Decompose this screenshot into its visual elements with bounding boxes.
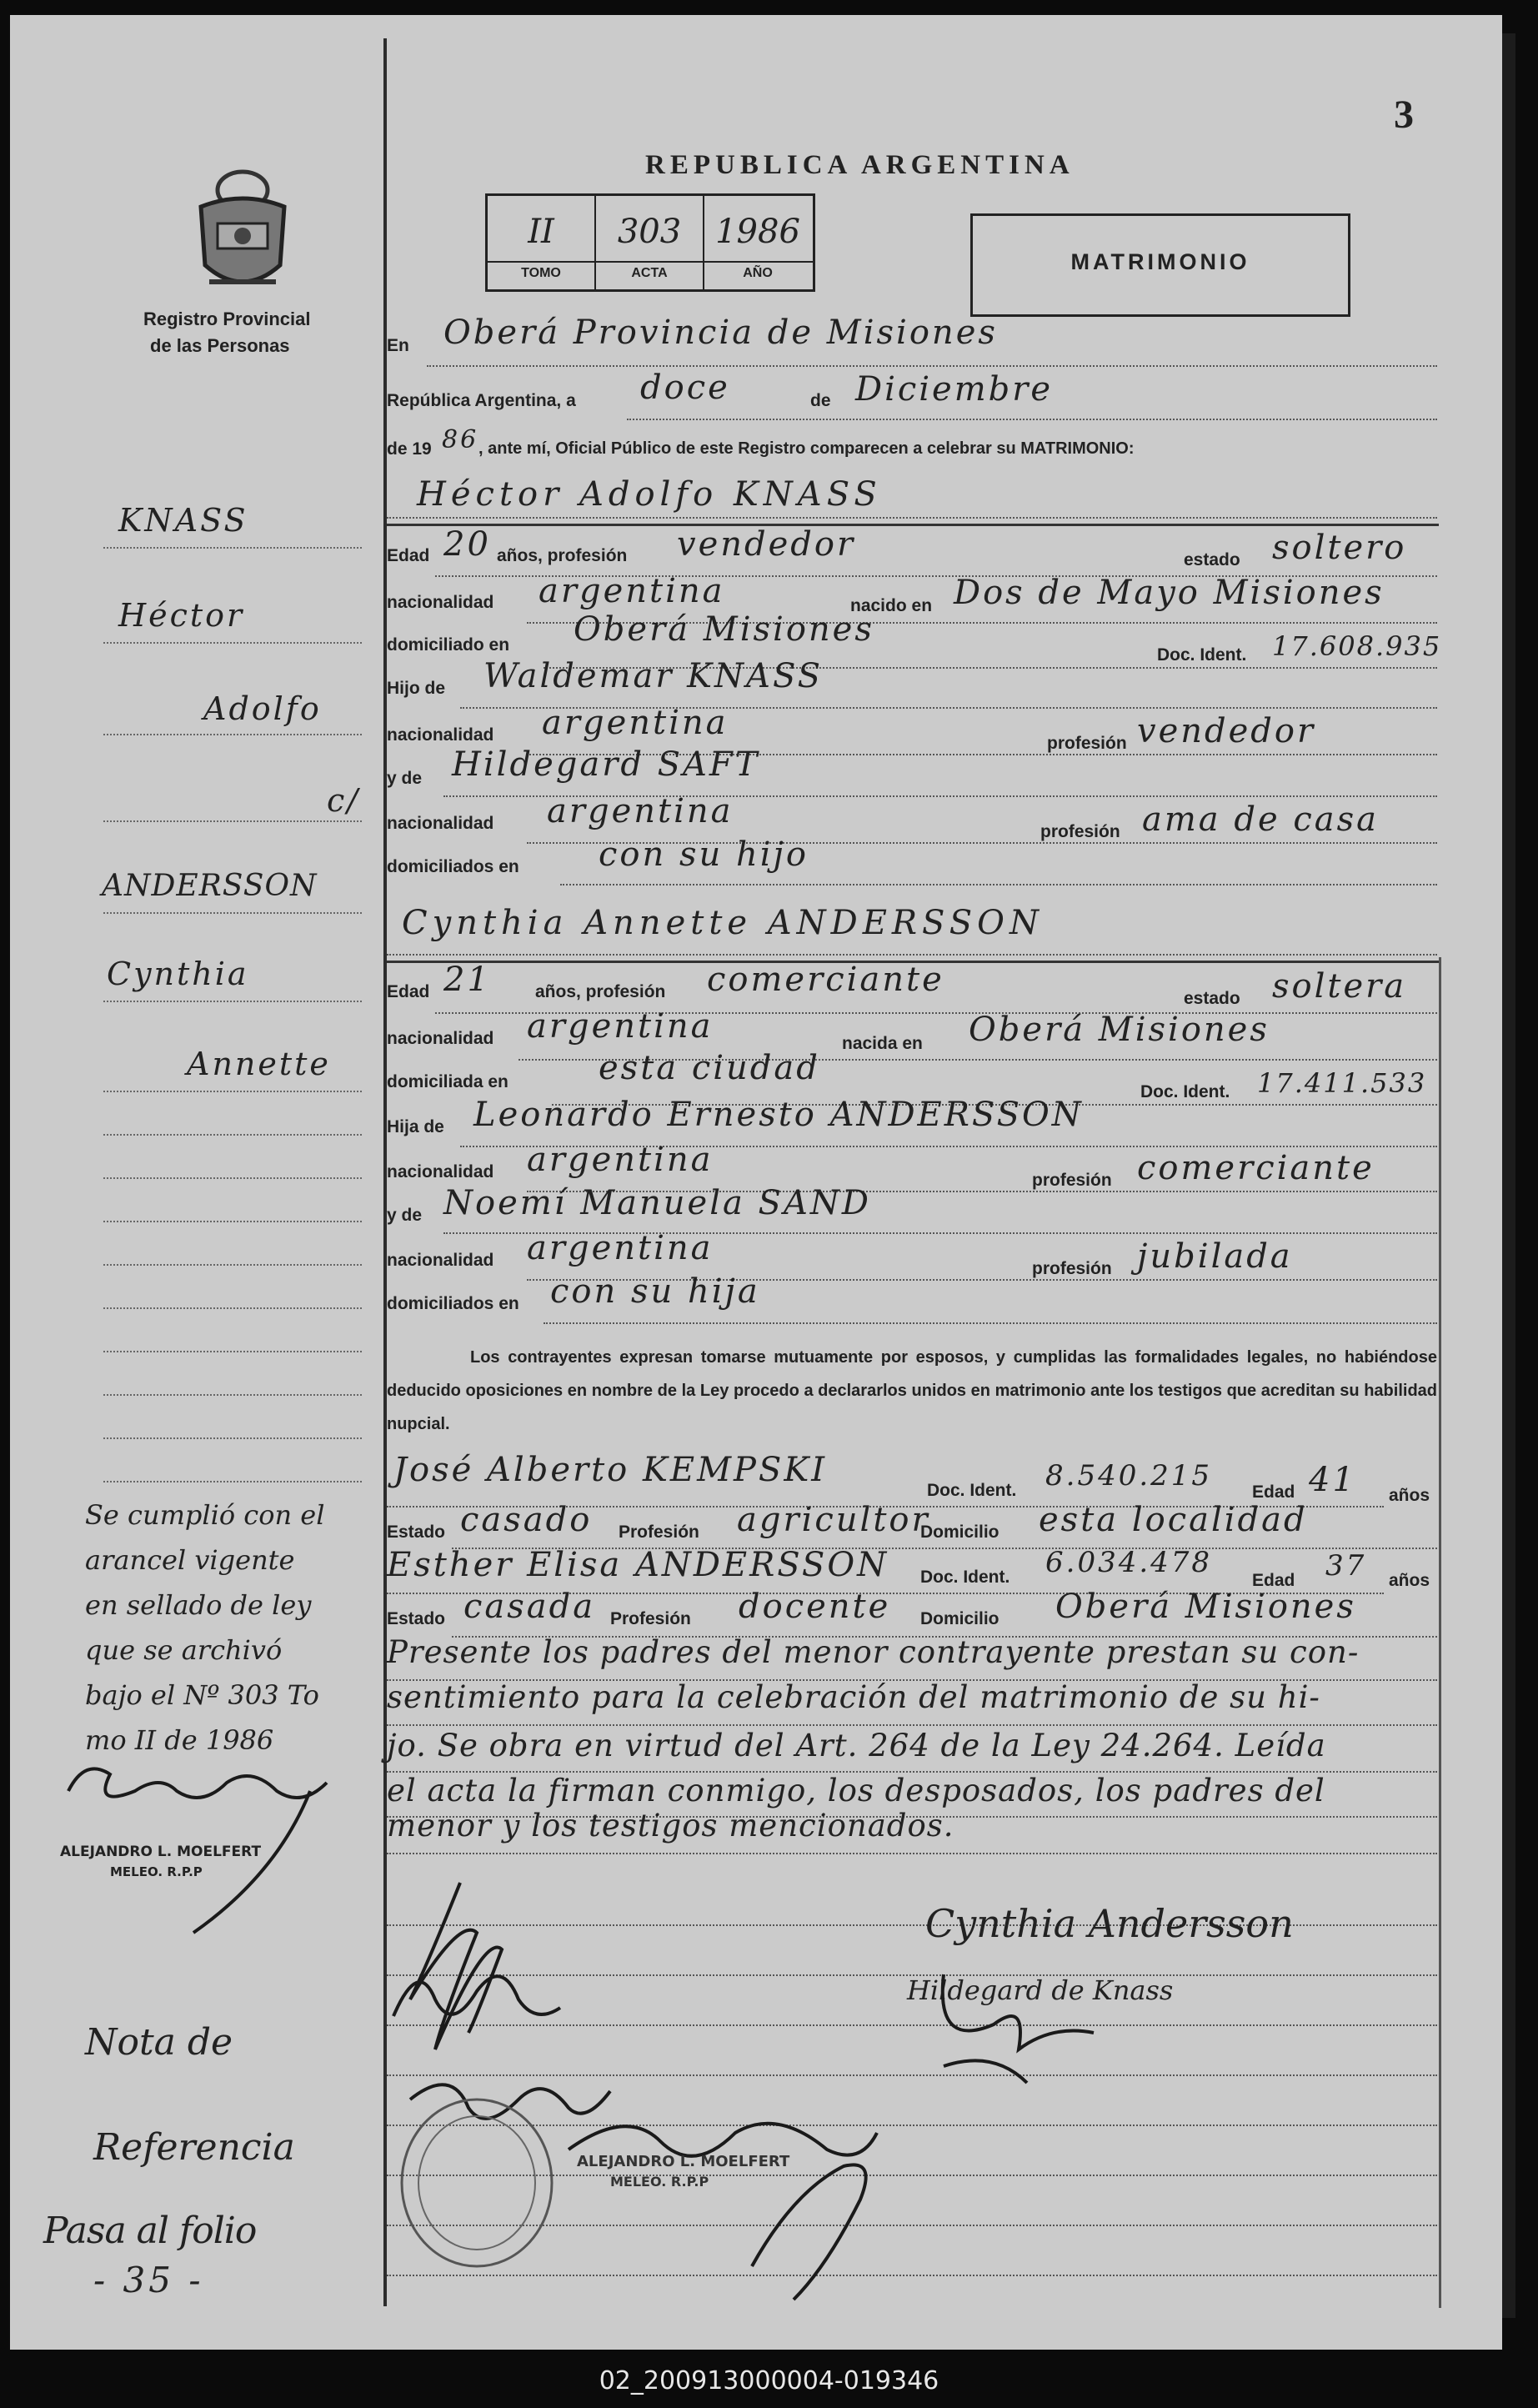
document-page [10,15,1502,2350]
groom-nacido: Dos de Mayo Misiones [954,574,1385,612]
bride-mother: Noemí Manuela SAND [443,1184,871,1222]
bride-profesion: comerciante [707,961,944,999]
bride-doc-label: Doc. Ident. [1140,1082,1230,1101]
witness2-dom-label: Domicilio [920,1609,999,1628]
groom-mother-prof-label: profesión [1040,822,1120,841]
act-type-box [970,213,1350,317]
bride-nacida: Oberá Misiones [969,1011,1270,1049]
bride-mother-prof-label: profesión [1032,1259,1112,1278]
bride-father-prof-label: profesión [1032,1171,1112,1190]
tomo-label: TOMO [521,266,561,280]
year-suffix: 86 [442,425,479,454]
witness2-profesion: docente [739,1588,891,1626]
witness1-domicilio: esta localidad [1039,1501,1308,1539]
bride-mother-nac: argentina [527,1229,714,1267]
ano-value: 1986 [715,213,800,251]
acta-label: ACTA [631,266,668,280]
bride-nac-label: nacionalidad [387,1029,494,1048]
registry-line-1: Registro Provincial [143,309,311,329]
bride-father: Leonardo Ernesto ANDERSSON [473,1096,1084,1134]
witness1-edad: 41 [1309,1461,1356,1499]
margin-arancel-3: en sellado de ley [85,1589,312,1621]
margin-nota-3: Pasa al folio [43,2210,257,2252]
country-header: REPUBLICA ARGENTINA [645,150,1075,180]
groom-edad-label: Edad [387,546,430,565]
year-prefix: de 19 [387,439,432,459]
bottom-officer-stamp-line1: ALEJANDRO L. MOELFERT [577,2153,790,2170]
mother-signature: Hildegard de Knass [907,1974,1174,2006]
groom-estado-label: estado [1184,550,1240,569]
bottom-officer-stamp-line2: MELEO. R.P.P [610,2174,709,2190]
groom-hijo-label: Hijo de [387,679,446,698]
groom-mother-nac: argentina [547,792,734,830]
witness2-name: Esther Elisa ANDERSSON [387,1546,889,1584]
observation-line-2: sentimiento para la celebración del matrimonio de su hi- [387,1679,1320,1715]
observation-line-5: menor y los testigos mencionados. [387,1808,954,1844]
bride-edad: 21 [443,961,491,999]
bride-yde-label: y de [387,1206,423,1225]
margin-contra: c/ [327,782,361,819]
margin-arancel-2: arancel vigente [85,1544,295,1576]
witness1-estado-label: Estado [387,1523,446,1542]
act-type-label: MATRIMONIO [1070,249,1250,274]
witness1-profesion: agricultor [737,1501,930,1539]
bride-domicilio: esta ciudad [599,1049,820,1087]
bride-mother-nac-label: nacionalidad [387,1251,494,1270]
day-value: doce [640,369,730,407]
bride-parents-dom-label: domiciliados en [387,1294,519,1313]
observation-line-4: el acta la firman conmigo, los desposados, los padres del [387,1773,1325,1809]
margin-officer-stamp-line2: MELEO. R.P.P [110,1864,203,1879]
witness1-dom-label: Domicilio [920,1523,999,1542]
groom-profesion-label: años, profesión [497,546,628,565]
witness2-doc-label: Doc. Ident. [920,1568,1010,1587]
margin-officer-stamp-line1: ALEJANDRO L. MOELFERT [60,1844,262,1860]
margin-arancel-5: bajo el Nº 303 To [85,1679,319,1711]
en-label: En [387,336,409,355]
groom-mother: Hildegard SAFT [452,745,760,784]
bride-father-prof: comerciante [1137,1149,1375,1187]
bride-profesion-label: años, profesión [535,982,666,1001]
margin-surname-bride: ANDERSSON [102,869,318,903]
groom-doc-label: Doc. Ident. [1157,645,1247,665]
margin-nota-1: Nota de [85,2021,233,2064]
bride-doc: 17.411.533 [1257,1067,1427,1099]
witness1-estado: casado [460,1501,593,1539]
witness1-name: José Alberto KEMPSKI [393,1451,828,1489]
registry-line-2: de las Personas [150,335,290,356]
groom-doc: 17.608.935 [1272,630,1442,662]
margin-name-cynthia: Cynthia [107,956,249,992]
observation-line-1: Presente los padres del menor contrayente prestan su con- [387,1634,1360,1670]
groom-domicilio: Oberá Misiones [574,610,874,649]
margin-nota-2: Referencia [93,2126,295,2169]
groom-edad: 20 [443,525,491,564]
record-number-box [485,193,815,292]
de-label: de [810,391,831,410]
witness2-anos-label: años [1389,1571,1430,1590]
place-value: Oberá Provincia de Misiones [443,314,998,352]
groom-parents-dom-label: domiciliados en [387,857,519,876]
bride-father-nac: argentina [527,1141,714,1179]
groom-full-name: Héctor Adolfo KNASS [417,475,882,514]
witness2-domicilio: Oberá Misiones [1055,1588,1356,1626]
groom-mother-nac-label: nacionalidad [387,814,494,833]
bride-mother-prof: jubilada [1137,1237,1293,1276]
republica-label: República Argentina, a [387,391,576,410]
groom-nacido-label: nacido en [850,596,933,615]
groom-estado: soltero [1272,529,1407,567]
margin-arancel-6: mo II de 1986 [85,1724,274,1756]
witness2-edad: 37 [1325,1549,1367,1583]
witness2-doc: 6.034.478 [1045,1546,1213,1579]
bride-nacionalidad: argentina [527,1007,714,1046]
margin-surname-groom: KNASS [118,502,248,539]
witness1-prof-label: Profesión [619,1523,699,1542]
witness1-edad-label: Edad [1252,1482,1295,1502]
month-value: Diciembre [855,370,1054,409]
observation-line-3: jo. Se obra en virtud del Art. 264 de la Ley 24.264. Leída [387,1728,1326,1763]
bride-nacida-label: nacida en [842,1034,923,1053]
groom-father: Waldemar KNASS [483,657,824,695]
right-border [1439,957,1441,2308]
margin-arancel-4: que se archivó [85,1634,283,1666]
witness2-prof-label: Profesión [610,1609,691,1628]
bride-edad-label: Edad [387,982,430,1001]
groom-profesion: vendedor [677,525,856,564]
witness1-doc: 8.540.215 [1045,1459,1213,1492]
groom-parents-dom: con su hijo [599,835,809,874]
margin-name-adolfo: Adolfo [203,690,322,727]
groom-father-nac: argentina [542,704,729,742]
ano-label: AÑO [743,266,773,280]
bride-dom-label: domiciliada en [387,1072,508,1091]
coat-of-arms-icon [188,165,297,298]
groom-father-nac-label: nacionalidad [387,725,494,745]
bride-parents-dom: con su hija [550,1272,760,1311]
witness2-estado: casada [463,1588,596,1626]
groom-nac-label: nacionalidad [387,593,494,612]
signatures-scribbles [360,1833,1194,2316]
page-number: 3 [1394,93,1414,137]
bride-signature: Cynthia Andersson [925,1901,1294,1946]
margin-nota-4: - 35 - [93,2260,204,2300]
bride-father-nac-label: nacionalidad [387,1162,494,1181]
witness1-doc-label: Doc. Ident. [927,1481,1017,1500]
margin-name-hector: Héctor [118,597,245,634]
declaration-text: Los contrayentes expresan tomarse mutuamente por esposos, y cumplidas las formalidades legales, no habiéndose deducido oposiciones en nombre de la Ley procedo a declararlos unidos en matrimonio ante los testigos que acreditan su habilidad nupcial. [387,1348,1437,1433]
officer-text: , ante mí, Oficial Público de este Registro comparecen a celebrar su MATRIMONIO: [478,439,1135,458]
groom-dom-label: domiciliado en [387,635,510,655]
tomo-value: II [528,213,554,251]
witness2-estado-label: Estado [387,1609,446,1628]
groom-mother-prof: ama de casa [1142,800,1379,839]
witness2-edad-label: Edad [1252,1571,1295,1590]
image-id-footer: 02_200913000004-019346 [599,2366,939,2395]
groom-nacionalidad: argentina [539,572,725,610]
margin-name-annette: Annette [187,1046,331,1082]
groom-father-prof-label: profesión [1047,734,1127,753]
witness1-anos-label: años [1389,1486,1430,1505]
acta-value: 303 [617,213,682,251]
bride-hija-label: Hija de [387,1117,444,1136]
margin-officer-signature [60,1758,377,1941]
groom-father-prof: vendedor [1137,712,1316,750]
bride-estado-label: estado [1184,989,1240,1008]
bride-estado: soltera [1272,967,1407,1006]
groom-yde-label: y de [387,769,423,788]
bride-full-name: Cynthia Annette ANDERSSON [402,904,1044,942]
margin-arancel-1: Se cumplió con el [85,1499,325,1531]
